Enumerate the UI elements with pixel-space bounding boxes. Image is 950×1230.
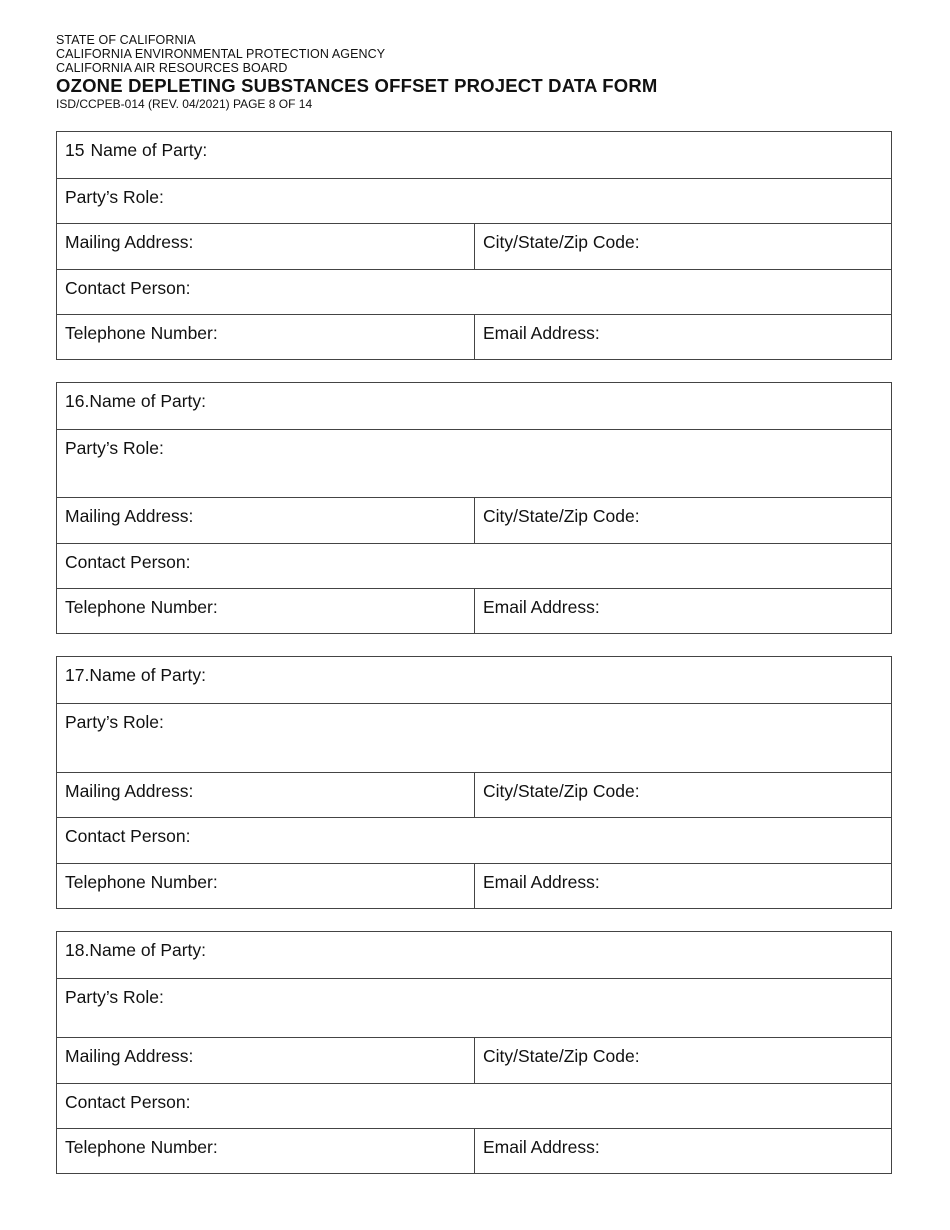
name-of-party-label: Name of Party: — [89, 391, 207, 411]
mailing-address-field[interactable] — [57, 498, 475, 543]
name-of-party-row — [57, 932, 891, 978]
contact-person-label: Contact Person: — [65, 278, 191, 298]
telephone-number-label: Telephone Number: — [65, 1137, 218, 1157]
telephone-number-label: Telephone Number: — [65, 872, 218, 892]
mailing-address-label: Mailing Address: — [65, 1046, 194, 1066]
section-number: 15 — [65, 140, 85, 160]
mailing-address-field[interactable] — [57, 773, 475, 817]
contact-person-row — [57, 817, 891, 863]
mailing-address-field[interactable] — [57, 224, 475, 269]
state-line: STATE OF CALIFORNIA — [56, 33, 196, 47]
address-row — [57, 497, 891, 543]
name-of-party-row — [57, 657, 891, 703]
board-line: CALIFORNIA AIR RESOURCES BOARD — [56, 61, 288, 75]
telephone-number-label: Telephone Number: — [65, 323, 218, 343]
contact-person-label: Contact Person: — [65, 552, 191, 572]
name-of-party-label: Name of Party: — [90, 140, 208, 160]
partys-role-field[interactable] — [57, 704, 891, 772]
form-header — [56, 33, 896, 111]
city-state-zip-field[interactable] — [475, 773, 891, 817]
city-state-zip-field[interactable] — [475, 224, 891, 269]
email-address-field[interactable] — [475, 589, 891, 633]
email-address-label: Email Address: — [483, 1137, 600, 1157]
name-of-party-row — [57, 132, 891, 178]
contact-person-field[interactable] — [57, 544, 891, 588]
city-state-zip-label: City/State/Zip Code: — [483, 232, 640, 252]
contact-person-label: Contact Person: — [65, 1092, 191, 1112]
partys-role-row — [57, 429, 891, 497]
telephone-number-label: Telephone Number: — [65, 597, 218, 617]
address-row — [57, 772, 891, 817]
partys-role-row — [57, 703, 891, 772]
name-of-party-row — [57, 383, 891, 429]
partys-role-label: Party’s Role: — [65, 987, 164, 1007]
party-section-18 — [56, 931, 892, 1174]
mailing-address-label: Mailing Address: — [65, 781, 194, 801]
name-of-party-field[interactable] — [57, 383, 891, 429]
telephone-number-field[interactable] — [57, 315, 475, 359]
partys-role-row — [57, 978, 891, 1037]
partys-role-field[interactable] — [57, 979, 891, 1037]
email-address-label: Email Address: — [483, 597, 600, 617]
email-address-field[interactable] — [475, 315, 891, 359]
agency-line: CALIFORNIA ENVIRONMENTAL PROTECTION AGENCY — [56, 47, 386, 61]
section-number: 18. — [65, 940, 90, 960]
party-section-16 — [56, 382, 892, 634]
phone-email-row — [57, 588, 891, 633]
contact-person-row — [57, 269, 891, 314]
email-address-field[interactable] — [475, 864, 891, 908]
partys-role-field[interactable] — [57, 430, 891, 497]
party-section-17 — [56, 656, 892, 909]
phone-email-row — [57, 863, 891, 908]
city-state-zip-field[interactable] — [475, 498, 891, 543]
email-address-field[interactable] — [475, 1129, 891, 1173]
partys-role-row — [57, 178, 891, 223]
mailing-address-label: Mailing Address: — [65, 232, 194, 252]
contact-person-field[interactable] — [57, 818, 891, 863]
telephone-number-field[interactable] — [57, 864, 475, 908]
phone-email-row — [57, 1128, 891, 1173]
name-of-party-field[interactable] — [57, 132, 891, 178]
email-address-label: Email Address: — [483, 323, 600, 343]
partys-role-field[interactable] — [57, 179, 891, 223]
address-row — [57, 223, 891, 269]
city-state-zip-label: City/State/Zip Code: — [483, 781, 640, 801]
contact-person-field[interactable] — [57, 1084, 891, 1128]
mailing-address-field[interactable] — [57, 1038, 475, 1083]
mailing-address-label: Mailing Address: — [65, 506, 194, 526]
city-state-zip-label: City/State/Zip Code: — [483, 1046, 640, 1066]
partys-role-label: Party’s Role: — [65, 438, 164, 458]
city-state-zip-label: City/State/Zip Code: — [483, 506, 640, 526]
contact-person-field[interactable] — [57, 270, 891, 314]
party-section-15 — [56, 131, 892, 360]
city-state-zip-field[interactable] — [475, 1038, 891, 1083]
section-number: 17. — [65, 665, 90, 685]
telephone-number-field[interactable] — [57, 1129, 475, 1173]
partys-role-label: Party’s Role: — [65, 712, 164, 732]
telephone-number-field[interactable] — [57, 589, 475, 633]
form-number: ISD/CCPEB-014 (REV. 04/2021) PAGE 8 OF 14 — [56, 97, 313, 111]
contact-person-label: Contact Person: — [65, 826, 191, 846]
address-row — [57, 1037, 891, 1083]
contact-person-row — [57, 543, 891, 588]
form-title: OZONE DEPLETING SUBSTANCES OFFSET PROJECT DATA FORM — [56, 75, 658, 96]
section-number: 16. — [65, 391, 90, 411]
phone-email-row — [57, 314, 891, 359]
partys-role-label: Party’s Role: — [65, 187, 164, 207]
contact-person-row — [57, 1083, 891, 1128]
name-of-party-label: Name of Party: — [89, 940, 207, 960]
name-of-party-field[interactable] — [57, 657, 891, 703]
name-of-party-field[interactable] — [57, 932, 891, 978]
name-of-party-label: Name of Party: — [89, 665, 207, 685]
email-address-label: Email Address: — [483, 872, 600, 892]
